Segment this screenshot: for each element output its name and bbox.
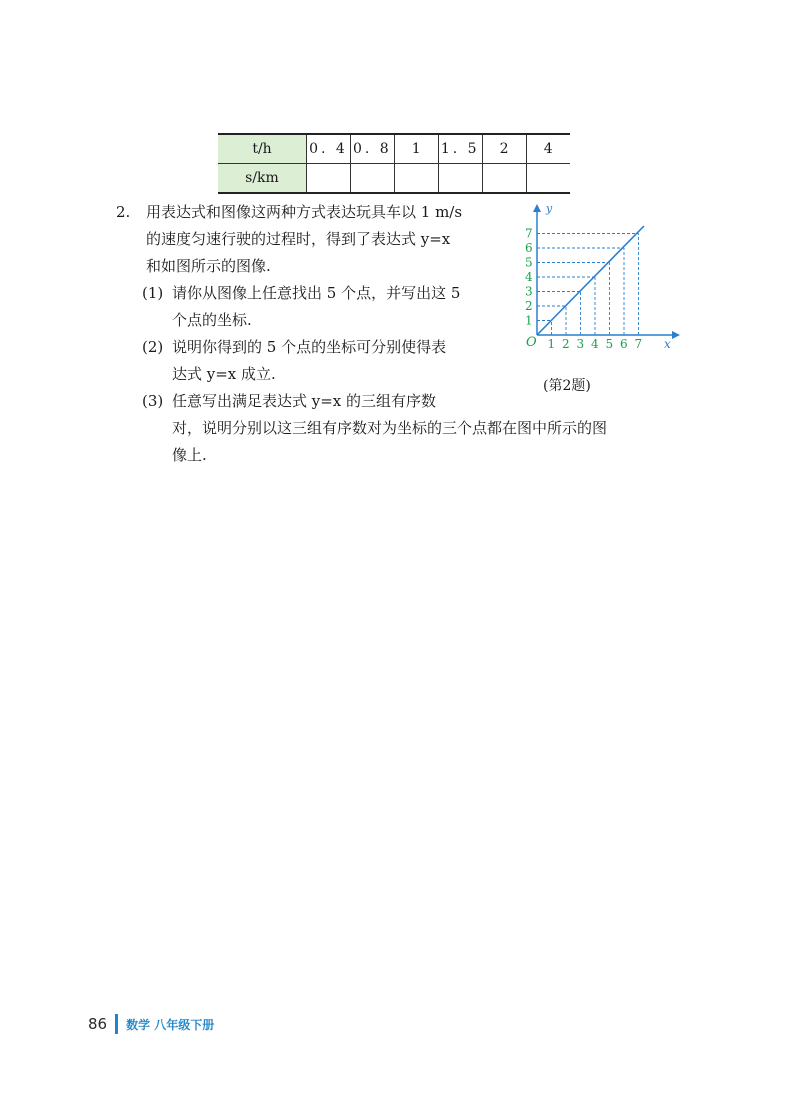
part-line: 请你从图像上任意找出 5 个点，并写出这 5 (172, 284, 461, 302)
part-line: 对，说明分别以这三组有序数对为坐标的三个点都在图中所示的图 (172, 419, 608, 437)
y-tick-label: 1 (525, 313, 533, 328)
problem-stem (146, 199, 506, 280)
book-title: 数学 八年级下册 (126, 1017, 215, 1032)
table-cell: 1 (394, 134, 438, 164)
page-footer (88, 1013, 214, 1035)
problem-number: 2. (116, 203, 131, 221)
row-header: s/km (218, 164, 307, 194)
table-cell: 4 (526, 134, 570, 164)
y-tick-label: 3 (525, 284, 533, 299)
table-cell (307, 164, 351, 194)
table-cell: 0. 4 (307, 134, 351, 164)
graph-line (537, 226, 644, 335)
stem-line: 用表达式和图像这两种方式表达玩具车以 1 m/s (146, 203, 463, 221)
part-label: (3) (142, 392, 164, 410)
x-tick-label: 2 (562, 337, 570, 351)
table-cell (438, 164, 482, 194)
part-line: 个点的坐标. (172, 311, 252, 329)
x-axis-arrow (672, 331, 680, 339)
part-line: 任意写出满足表达式 y=x 的三组有序数 (172, 392, 437, 410)
line-graph (492, 200, 682, 375)
y-tick-label: 7 (525, 226, 533, 241)
part-line: 达式 y=x 成立. (172, 365, 276, 383)
table-row (218, 164, 570, 194)
footer-divider (115, 1014, 118, 1034)
table-cell (350, 164, 394, 194)
page-number: 86 (88, 1015, 108, 1033)
x-tick-label: 5 (605, 337, 614, 351)
x-tick-label: 4 (591, 337, 599, 351)
table-cell: 1. 5 (438, 134, 482, 164)
table-cell (526, 164, 570, 194)
stem-line: 的速度匀速行驶的过程时，得到了表达式 y=x (146, 230, 451, 248)
stem-line: 和如图所示的图像. (146, 257, 271, 275)
x-tick-label: 7 (634, 337, 643, 351)
y-axis-label: y (546, 202, 553, 215)
x-tick-labels (548, 337, 643, 351)
y-axis-arrow (533, 204, 541, 212)
part-label: (2) (142, 338, 164, 356)
x-tick-label: 6 (620, 337, 628, 351)
part-line: 说明你得到的 5 个点的坐标可分别使得表 (172, 338, 447, 356)
part-line: 像上. (172, 446, 207, 464)
table-cell (394, 164, 438, 194)
x-tick-label: 3 (576, 337, 585, 351)
y-tick-label: 2 (525, 299, 533, 313)
x-axis-label: x (664, 337, 671, 351)
x-tick-label: 1 (547, 337, 556, 351)
y-tick-labels (525, 227, 533, 328)
table-cell: 0. 8 (350, 134, 394, 164)
part-label: (1) (142, 284, 164, 302)
y-tick-label: 6 (525, 241, 533, 255)
y-tick-label: 4 (525, 270, 533, 284)
table-cell (482, 164, 526, 194)
row-header: t/h (218, 134, 307, 164)
y-tick-label: 5 (525, 255, 533, 270)
figure-caption: (第2题) (543, 378, 591, 394)
origin-label: O (526, 335, 537, 350)
table-cell: 2 (482, 134, 526, 164)
data-table (218, 133, 570, 194)
table-row (218, 134, 570, 164)
